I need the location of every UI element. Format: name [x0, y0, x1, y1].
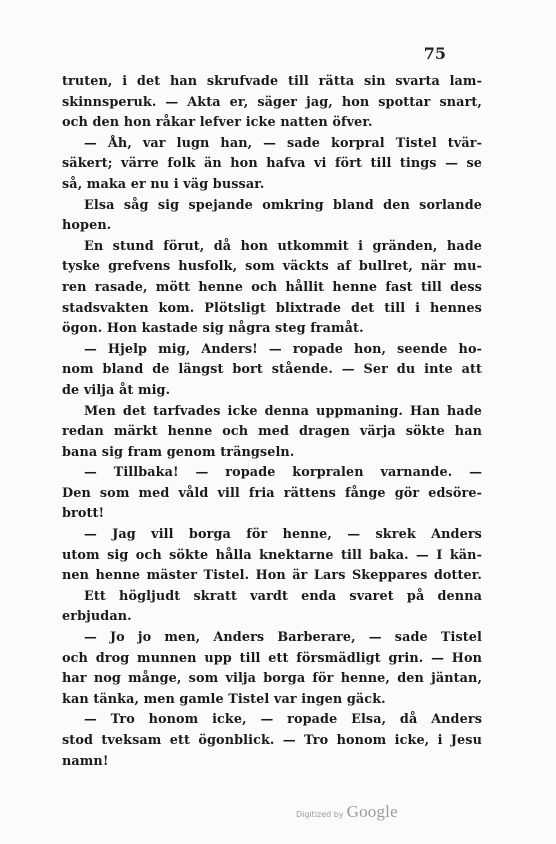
text-line: Ett högljudt skratt vardt enda svaret på denna	[84, 588, 482, 604]
text-line: hopen.	[62, 218, 112, 234]
text-line: — Jag vill borga för henne, — skrek Anders	[84, 527, 482, 543]
text-line: erbjudan.	[62, 609, 132, 625]
text-line: så, maka er nu i väg bussar.	[62, 176, 265, 192]
text-line: — Åh, var lugn han, — sade korpral Tistel tvär-	[84, 135, 482, 151]
text-line: ren rasade, mött henne och hållit henne fast till dess	[62, 279, 482, 295]
text-line: och drog munnen upp till ett försmädligt grin. — Hon	[62, 650, 482, 666]
text-line: utom sig och sökte hålla knektarne till baka. — I kän-	[62, 547, 482, 563]
text-line: bana sig fram genom trängseln.	[62, 444, 295, 460]
text-line: — Tillbaka! — ropade korpralen varnande. —	[84, 465, 482, 481]
text-line: stadsvakten kom. Plötsligt blixtrade det till i hennes	[62, 300, 482, 316]
text-line: — Tro honom icke, — ropade Elsa, då Anders	[84, 712, 482, 728]
text-line: En stund förut, då hon utkommit i gränden, hade	[84, 238, 482, 254]
text-line: tyske grefvens husfolk, som väckts af bullret, när mu-	[62, 259, 482, 275]
text-line: stod tveksam ett ögonblick. — Tro honom icke, i Jesu	[62, 733, 482, 748]
text-line: de vilja åt mig.	[62, 382, 171, 398]
text-line: kan tänka, men gamle Tistel var ingen gäck.	[62, 691, 386, 707]
text-line: — Hjelp mig, Anders! — ropade hon, seende ho-	[84, 341, 482, 357]
digitized-by-google-watermark	[296, 802, 398, 822]
text-line: och den hon råkar lefver icke natten öfver.	[62, 115, 373, 131]
google-logo: Google	[346, 802, 398, 821]
text-line: nen henne mäster Tistel. Hon är Lars Skeppares dotter.	[62, 568, 482, 584]
page-number: 75	[423, 44, 446, 63]
text-line: skinnsperuk. — Akta er, säger jag, hon spottar snart,	[62, 94, 482, 110]
text-line: redan märkt henne och med dragen värja sökte han	[62, 424, 482, 440]
text-line: har nog månge, som vilja borga för henne, den jäntan,	[62, 671, 482, 687]
text-line: ögon. Hon kastade sig några steg framåt.	[62, 321, 364, 337]
text-line: säkert; värre folk än hon hafva vi fört till tings — se	[62, 156, 482, 172]
text-line: namn!	[62, 753, 109, 769]
text-line: — Jo jo men, Anders Barberare, — sade Tistel	[84, 630, 482, 646]
text-line: Den som med våld vill fria rättens fånge gör edsöre-	[62, 485, 482, 501]
text-line: Elsa såg sig spejande omkring bland den sorlande	[84, 197, 482, 213]
text-line: Men det tarfvades icke denna uppmaning. Han hade	[84, 403, 482, 419]
body-text	[62, 72, 482, 772]
text-line: brott!	[62, 506, 105, 522]
watermark-prefix: Digitized by	[296, 810, 344, 819]
text-line: nom bland de längst bort stående. — Ser du inte att	[62, 362, 482, 378]
text-line: truten, i det han skrufvade till rätta sin svarta lam-	[62, 74, 482, 89]
